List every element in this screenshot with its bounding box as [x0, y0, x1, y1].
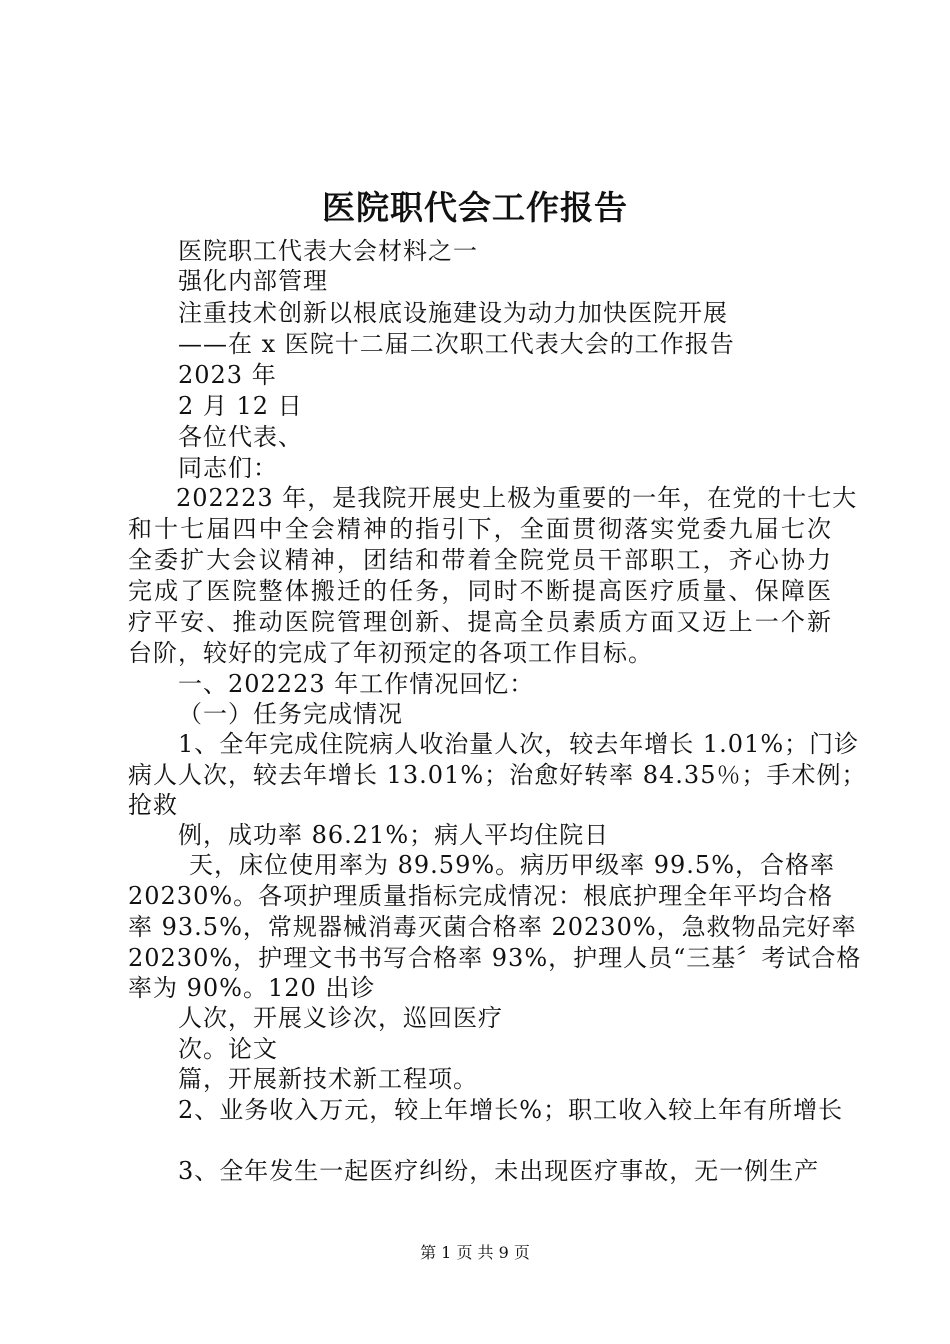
- header-line-occasion: ——在 x 医院十二届二次职工代表大会的工作报告: [178, 330, 735, 358]
- header-line-date: 2 月 12 日: [178, 392, 303, 420]
- para2-line-4: 20230%，护理文书书写合格率 93%，护理人员“三基〞考试合格: [128, 944, 862, 972]
- papers-line: 次。论文: [178, 1035, 278, 1063]
- para2-line-1: 天，床位使用率为 89.59%。病历甲级率 99.5%，合格率: [189, 851, 836, 879]
- para1-line-2: 和十七届四中全会精神的指引下，全面贯彻落实党委九届七次: [128, 515, 832, 543]
- subsection-heading: （一）任务完成情况: [178, 700, 403, 728]
- page-footer: 第 1 页 共 9 页: [420, 1243, 530, 1262]
- para1-line-3: 全委扩大会议精神，团结和带着全院党员干部职工，齐心协力: [128, 546, 832, 574]
- item3-line: 3、全年发生一起医疗纠纷，未出现医疗事故，无一例生产: [178, 1157, 820, 1185]
- header-line-subtitle: 强化内部管理: [178, 267, 328, 295]
- para1-line-1: 202223 年，是我院开展史上极为重要的一年，在党的十七大: [176, 484, 858, 512]
- para1-line-4: 完成了医院整体搬迁的任务，同时不断提高医疗质量、保障医: [128, 577, 832, 605]
- document-title: 医院职代会工作报告: [322, 188, 628, 227]
- visits-line: 人次，开展义诊次，巡回医疗: [178, 1004, 503, 1032]
- item1-line-3: 抢救: [128, 791, 178, 819]
- item1-line-4: 例，成功率 86.21%；病人平均住院日: [178, 821, 610, 849]
- header-line-year: 2023 年: [178, 361, 277, 389]
- section-heading: 一、202223 年工作情况回忆：: [178, 670, 535, 698]
- para2-line-3: 率 93.5%，常规器械消毒灭菌合格率 20230%，急救物品完好率: [128, 913, 857, 941]
- item1-line-1: 1、全年完成住院病人收治量人次，较去年增长 1.01%；门诊: [178, 730, 860, 758]
- para1-line-6: 台阶，较好的完成了年初预定的各项工作目标。: [128, 639, 653, 667]
- item1-line-2: 病人人次，较去年增长 13.01%；治愈好转率 84.35％；手术例；: [128, 761, 867, 789]
- salutation-line-2: 同志们：: [178, 454, 278, 482]
- para2-line-2: 20230%。各项护理质量指标完成情况：根底护理全年平均合格: [128, 882, 834, 910]
- tech-line: 篇，开展新技术新工程项。: [178, 1065, 478, 1093]
- salutation-line-1: 各位代表、: [178, 423, 303, 451]
- header-line-subtitle-2: 注重技术创新以根底设施建设为动力加快医院开展: [178, 299, 728, 327]
- para1-line-5: 疗平安、推动医院管理创新、提高全员素质方面又迈上一个新: [128, 608, 832, 636]
- para2-line-5: 率为 90%。120 出诊: [128, 974, 376, 1002]
- item2-line: 2、业务收入万元，较上年增长%；职工收入较上年有所增长: [178, 1096, 844, 1124]
- header-line-materials: 医院职工代表大会材料之一: [178, 237, 478, 265]
